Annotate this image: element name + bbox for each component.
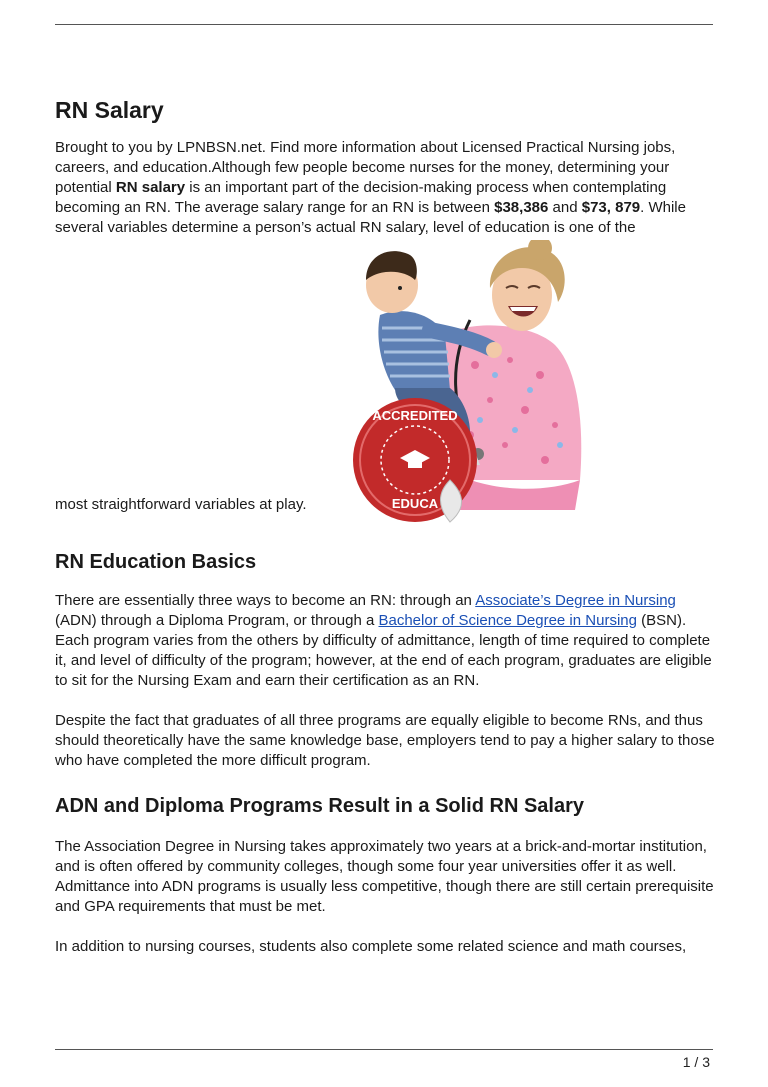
link-bachelor-degree[interactable]: Bachelor of Science Degree in Nursing	[378, 612, 637, 629]
education-paragraph-1	[55, 591, 715, 691]
intro-paragraph	[55, 138, 715, 238]
intro-bold-rn-salary: RN salary	[115, 179, 186, 196]
link-associates-degree[interactable]: Associate’s Degree in Nursing	[475, 592, 676, 609]
document-body	[55, 96, 715, 957]
intro-text-4: . While several variables determine a person’s actual RN salary, level of education is one of the	[55, 199, 686, 236]
adn-paragraph-2: In addition to nursing courses, students also complete some related science and math courses,	[55, 938, 687, 955]
edu-text-1: There are essentially three ways to become an RN: through an	[55, 592, 476, 609]
footer-rule	[55, 1049, 713, 1050]
education-paragraph-2: Despite the fact that graduates of all three programs are equally eligible to become RNs, and thus should theoretically have the same knowledge base, employers tend to pay a higher salary to those who have completed the more difficult program.	[55, 712, 715, 769]
edu-text-2: (ADN) through a Diploma Program, or through a	[55, 612, 379, 629]
adn-paragraph-1: The Association Degree in Nursing takes approximately two years at a brick-and-mortar institution, and is often offered by community colleges, though some four year universities offer it as well. Admittance into ADN programs is usually less competitive, though there are still certain prerequisite and GPA requirements that must be met.	[55, 838, 714, 915]
intro-text-3: and	[548, 199, 582, 216]
heading-rn-education-basics: RN Education Basics	[55, 551, 257, 573]
page-number: 1 / 3	[682, 1054, 710, 1070]
salary-low: $38,386	[494, 199, 549, 216]
heading-adn-diploma: ADN and Diploma Programs Result in a Solid RN Salary	[55, 795, 585, 817]
nurse-child-photo	[300, 240, 600, 525]
svg-text:EDUCA: EDUCA	[391, 496, 439, 511]
page-title: RN Salary	[55, 97, 164, 123]
intro-text-2: is an important part of the decision-making process when contemplating becoming an RN. The average salary range for an RN is between	[55, 179, 667, 216]
intro-paragraph-end: most straightforward variables at play.	[55, 496, 307, 513]
intro-text-1: Brought to you by LPNBSN.net. Find more information about Licensed Practical Nursing jobs, careers, and education.Although few people become nurses for the money, determining your potential	[55, 139, 676, 196]
header-rule	[55, 24, 713, 25]
edu-text-3: (BSN). Each program varies from the others by difficulty of admittance, length of time required to complete it, and level of difficulty of the program; however, at the end of each program, graduates are eligible to sit for the Nursing Exam and earn their certification as an RN.	[55, 612, 712, 689]
salary-high: $73, 879	[581, 199, 641, 216]
svg-text:ACCREDITED: ACCREDITED	[372, 408, 458, 423]
